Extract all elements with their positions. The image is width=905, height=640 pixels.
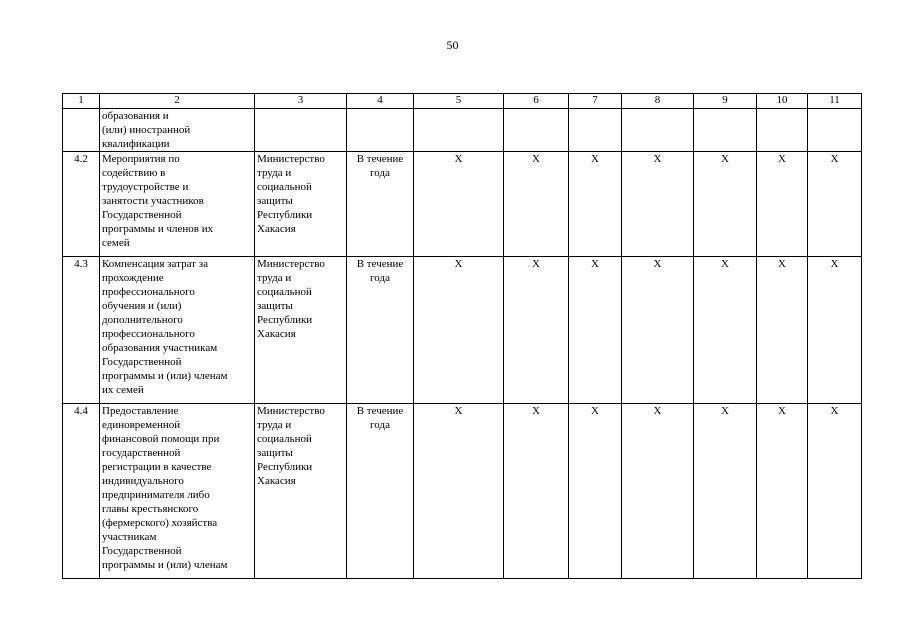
activity-name: Предоставление единовременной финансовой помощи при государственной регистрации в качестве индивидуального предпринимателя либо главы крестьянского (фермерского) хозяйства участникам Государственной программы и (или) членам [100,404,255,579]
mark-cell [569,109,622,152]
page-number: 50 [446,38,459,52]
mark-cell: Х [414,257,504,404]
executor: Министерство труда и социальной защиты Республики Хакасия [255,257,347,404]
executor: Министерство труда и социальной защиты Республики Хакасия [255,404,347,579]
mark-cell [622,109,694,152]
mark-cell: Х [808,404,862,579]
mark-cell: Х [414,404,504,579]
column-header: 6 [504,94,569,109]
item-number: 4.4 [63,404,100,579]
mark-cell: Х [757,404,808,579]
column-header: 2 [100,94,255,109]
mark-cell: Х [757,152,808,257]
executor: Министерство труда и социальной защиты Республики Хакасия [255,152,347,257]
mark-cell: Х [504,152,569,257]
column-header: 3 [255,94,347,109]
column-header: 9 [694,94,757,109]
column-header: 1 [63,94,100,109]
column-header: 5 [414,94,504,109]
mark-cell: Х [504,257,569,404]
mark-cell: Х [622,404,694,579]
table-row [63,404,862,579]
mark-cell: Х [569,257,622,404]
mark-cell: Х [694,152,757,257]
mark-cell [808,109,862,152]
mark-cell: Х [622,257,694,404]
table-row [63,109,862,152]
mark-cell: Х [694,404,757,579]
program-activities-table [62,93,862,579]
period: В течение года [347,152,414,257]
item-number: 4.2 [63,152,100,257]
mark-cell: Х [569,404,622,579]
mark-cell: Х [569,152,622,257]
column-header: 10 [757,94,808,109]
mark-cell: Х [694,257,757,404]
period [347,109,414,152]
mark-cell [414,109,504,152]
activity-name: Мероприятия по содействию в трудоустройстве и занятости участников Государственной программы и членов их семей [100,152,255,257]
activity-name: образования и (или) иностранной квалификации [100,109,255,152]
item-number [63,109,100,152]
mark-cell: Х [414,152,504,257]
column-header: 8 [622,94,694,109]
table-row [63,257,862,404]
mark-cell [694,109,757,152]
executor [255,109,347,152]
item-number: 4.3 [63,257,100,404]
mark-cell: Х [808,257,862,404]
column-header: 4 [347,94,414,109]
mark-cell: Х [622,152,694,257]
column-header: 11 [808,94,862,109]
mark-cell [504,109,569,152]
mark-cell [757,109,808,152]
period: В течение года [347,257,414,404]
period: В течение года [347,404,414,579]
mark-cell: Х [757,257,808,404]
activity-name: Компенсация затрат за прохождение профессионального обучения и (или) дополнительного профессионального образования участникам Государственной программы и (или) членам их семей [100,257,255,404]
column-header: 7 [569,94,622,109]
mark-cell: Х [808,152,862,257]
column-number-row [63,94,862,109]
table-row [63,152,862,257]
mark-cell: Х [504,404,569,579]
